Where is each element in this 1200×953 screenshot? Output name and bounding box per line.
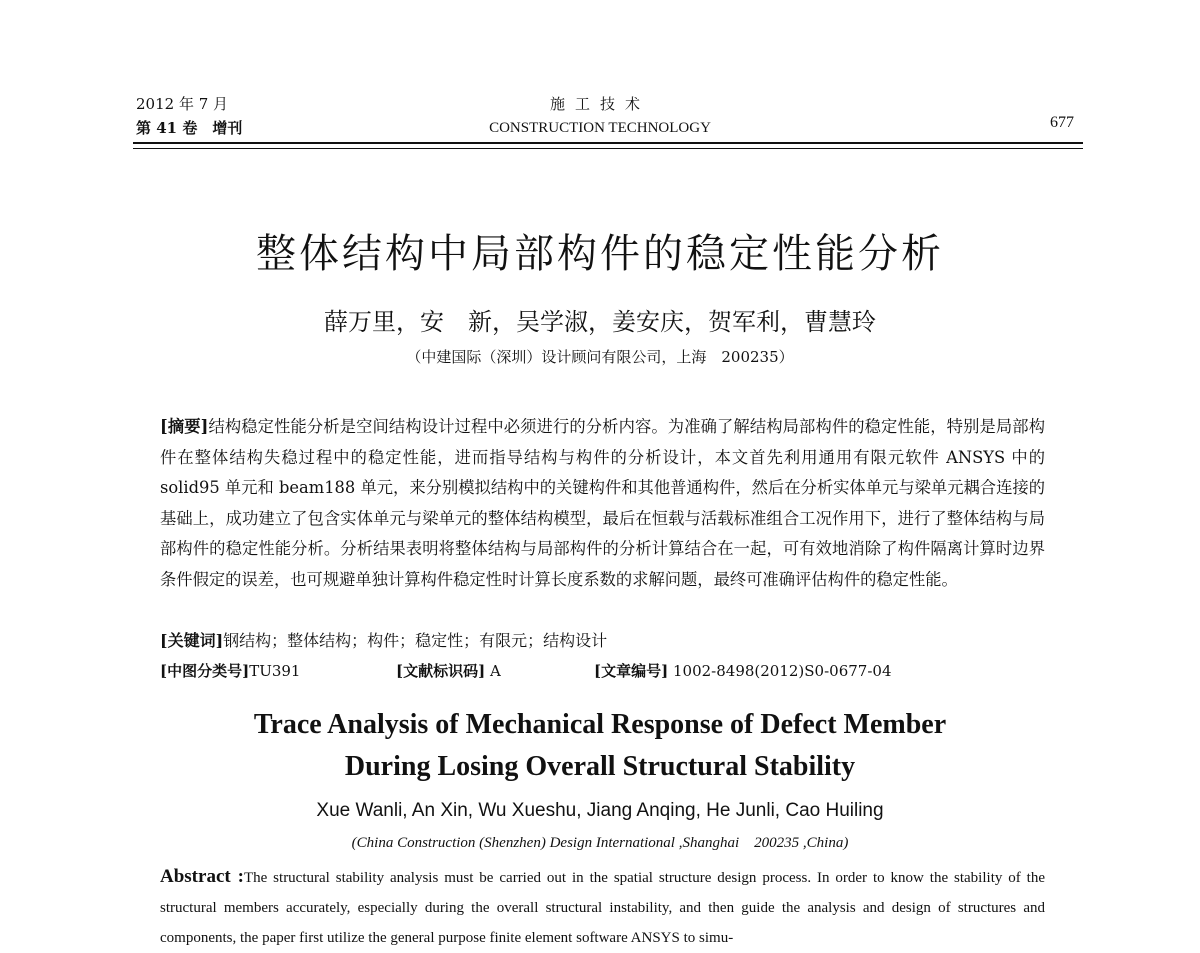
abstract-label-cn: [摘要]	[160, 417, 209, 436]
doc-code-field	[396, 660, 501, 681]
abstract-en	[160, 862, 1045, 953]
page-number: 677	[1050, 114, 1074, 131]
article-no-label: [文章编号]	[594, 662, 669, 680]
journal-name-cn: 施工技术	[549, 95, 650, 113]
journal-name-en: CONSTRUCTION TECHNOLOGY	[489, 120, 711, 136]
article-no-value: 1002-8498(2012)S0-0677-04	[672, 662, 892, 680]
abstract-cn	[160, 412, 1045, 595]
title-en-line-1: Trace Analysis of Mechanical Response of Defect Member	[253, 709, 947, 740]
doc-code-value: A	[489, 662, 501, 680]
header-issue-info	[136, 92, 242, 140]
authors-cn: 薛万里，安 新，吴学淑，姜安庆，贺军利，曹慧玲	[324, 308, 876, 336]
header-volume: 第 41 卷 增刊	[136, 119, 243, 137]
title-en-line-2: During Losing Overall Structural Stability	[344, 751, 856, 782]
abstract-label-en: Abstract :	[160, 866, 244, 887]
abstract-text-cn: 结构稳定性能分析是空间结构设计过程中必须进行的分析内容。为准确了解结构局部构件的稳定性能，特别是局部构件在整体结构失稳过程中的稳定性能，进而指导结构与构件的分析设计，本文首先利用通用有限元软件 ANSYS 中的 solid95 单元和 beam188 单元，来分别模拟结构中的关键构件和其他普通构件，然后在分析实体单元与梁单元耦合连接的基础上，成功建立了包含实体单元与梁单元的整体结构模型，最后在恒载与活载标准组合工况作用下，进行了整体结构与局部构件的稳定性能分析。分析结果表明将整体结构与局部构件的分析计算结合在一起，可有效地消除了构件隔离计算时边界条件假定的误差，也可规避单独计算构件稳定性时计算长度系数的求解问题，最终可准确评估构件的稳定性能。	[160, 417, 1045, 589]
clc-value: TU391	[249, 662, 301, 680]
clc-label: [中图分类号]	[160, 662, 250, 680]
keywords-label: [关键词]	[160, 631, 224, 650]
article-no-field	[594, 660, 892, 681]
classification-row	[160, 660, 1060, 688]
authors-en: Xue Wanli, An Xin, Wu Xueshu, Jiang Anqing, He Junli, Cao Huiling	[316, 800, 884, 821]
affiliation-cn: （中建国际（深圳）设计顾问有限公司，上海 200235）	[406, 348, 794, 366]
affiliation-en: (China Construction (Shenzhen) Design International ,Shanghai 200235 ,China)	[351, 835, 849, 851]
keywords	[160, 626, 607, 656]
article-title-en	[0, 704, 1200, 788]
abstract-text-en: The structural stability analysis must be carried out in the spatial structure design process. In order to know the stability of the structural members accurately, especially during the overall structural instability, and then guide the analysis and design of structures and components, the paper first utilize the general purpose finite element software ANSYS to simu-	[160, 870, 1046, 946]
header-rule-thick	[133, 142, 1083, 144]
doc-code-label: [文献标识码]	[396, 662, 486, 680]
header-rule-thin	[133, 148, 1083, 149]
header-journal	[430, 92, 770, 140]
keywords-text: 钢结构；整体结构；构件；稳定性；有限元；结构设计	[223, 631, 608, 650]
clc-field	[160, 660, 300, 681]
header-date: 2012 年 7 月	[136, 95, 229, 113]
article-title-cn: 整体结构中局部构件的稳定性能分析	[256, 231, 944, 277]
